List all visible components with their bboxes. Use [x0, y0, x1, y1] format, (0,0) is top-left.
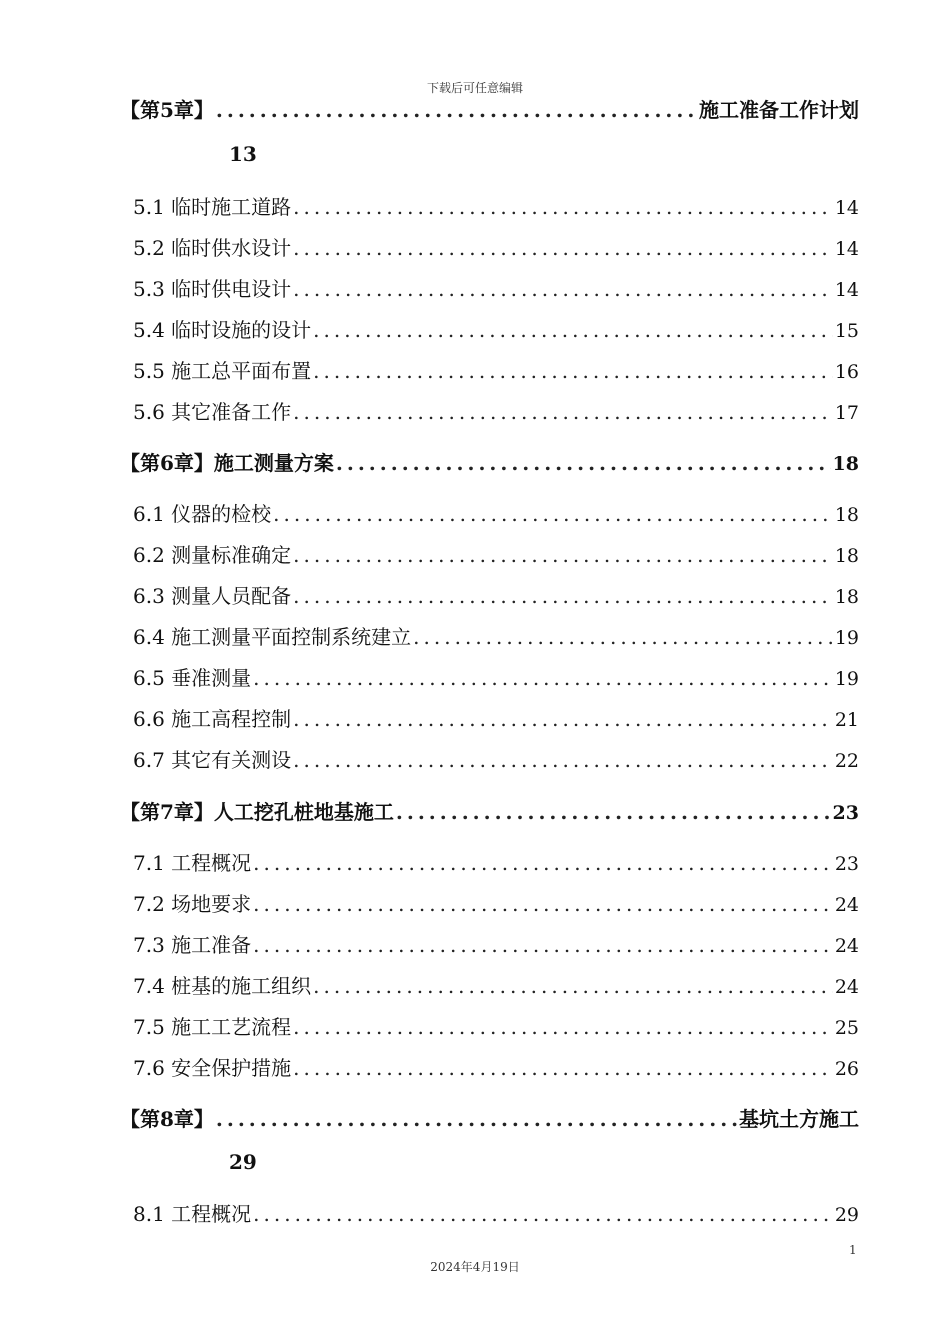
toc-item[interactable] [133, 194, 859, 221]
toc-page-number: 15 [834, 320, 859, 342]
toc-label: 6.5 垂准测量 [133, 666, 252, 690]
toc-item[interactable] [133, 624, 859, 651]
toc-label: 5.2 临时供水设计 [133, 236, 292, 260]
toc-title: 基坑土方施工 [739, 1107, 859, 1131]
toc-page-number: 14 [834, 279, 859, 301]
toc-item[interactable] [133, 1201, 859, 1228]
toc-page-number: 18 [834, 545, 859, 567]
toc-label: 7.3 施工准备 [133, 933, 252, 957]
leader-dots [253, 850, 833, 876]
toc-label: 5.5 施工总平面布置 [133, 359, 312, 383]
leader-dots [313, 973, 833, 999]
toc-page-number: 25 [834, 1017, 859, 1039]
toc-label: 6.7 其它有关测设 [133, 748, 292, 772]
toc-label: 7.1 工程概况 [133, 851, 252, 875]
toc-label: 【第5章】 [120, 98, 214, 122]
toc-page-number: 24 [834, 976, 859, 998]
toc-page-number: 24 [834, 935, 859, 957]
toc-item[interactable] [133, 358, 859, 385]
toc-page-number: 14 [834, 238, 859, 260]
leader-dots [293, 276, 833, 302]
toc-page-number: 21 [834, 709, 859, 731]
leader-dots [313, 317, 833, 343]
leader-dots [293, 399, 833, 425]
toc-item[interactable] [133, 850, 859, 877]
toc-page-number: 26 [834, 1058, 859, 1080]
toc-item[interactable] [133, 973, 859, 1000]
toc-label: 【第6章】施工测量方案 [120, 451, 334, 475]
toc-item[interactable] [133, 1055, 859, 1082]
toc-page-number: 22 [834, 750, 859, 772]
toc-label: 7.6 安全保护措施 [133, 1056, 292, 1080]
toc-page-number: 13 [229, 142, 257, 166]
toc-page-number: 18 [834, 504, 859, 526]
leader-dots [336, 450, 831, 476]
leader-dots [293, 1055, 833, 1081]
toc-page-number: 29 [834, 1204, 859, 1226]
leader-dots [273, 501, 833, 527]
toc-label: 【第8章】 [120, 1107, 214, 1131]
toc-page-number: 16 [834, 361, 859, 383]
toc-page-number: 17 [834, 402, 859, 424]
toc-item[interactable] [133, 542, 859, 569]
toc-item[interactable] [133, 501, 859, 528]
toc-page-number: 24 [834, 894, 859, 916]
toc-page-number: 23 [834, 853, 859, 875]
leader-dots [216, 1106, 737, 1132]
leader-dots [253, 665, 833, 691]
toc-page-number: 19 [834, 627, 859, 649]
leader-dots [293, 1014, 833, 1040]
toc-label: 8.1 工程概况 [133, 1202, 252, 1226]
toc-label: 5.3 临时供电设计 [133, 277, 292, 301]
leader-dots [293, 235, 833, 261]
leader-dots [396, 799, 831, 825]
toc-item[interactable] [133, 706, 859, 733]
leader-dots [293, 747, 833, 773]
toc-item[interactable] [133, 665, 859, 692]
toc-page-number: 19 [834, 668, 859, 690]
toc-chapter-7[interactable] [120, 799, 859, 826]
toc-item[interactable] [133, 747, 859, 774]
leader-dots [253, 1201, 833, 1227]
toc-label: 5.6 其它准备工作 [133, 400, 292, 424]
toc-page-number: 14 [834, 197, 859, 219]
toc-item[interactable] [133, 932, 859, 959]
leader-dots [253, 932, 833, 958]
toc-item[interactable] [133, 1014, 859, 1041]
toc-page-number: 18 [834, 586, 859, 608]
toc-page-number: 23 [832, 802, 859, 824]
leader-dots [293, 194, 833, 220]
toc-label: 7.5 施工工艺流程 [133, 1015, 292, 1039]
toc-item[interactable] [133, 399, 859, 426]
toc-label: 7.4 桩基的施工组织 [133, 974, 312, 998]
toc-chapter-5[interactable] [120, 97, 859, 123]
toc-label: 6.3 测量人员配备 [133, 584, 292, 608]
toc-label: 6.4 施工测量平面控制系统建立 [133, 625, 412, 649]
toc-title: 施工准备工作计划 [699, 98, 859, 122]
page-number: 1 [849, 1243, 857, 1257]
toc-item[interactable] [133, 583, 859, 610]
footer-date: 2024年4月19日 [430, 1260, 520, 1274]
leader-dots [293, 542, 833, 568]
leader-dots [216, 97, 697, 123]
toc-label: 7.2 场地要求 [133, 892, 252, 916]
toc-item[interactable] [133, 317, 859, 344]
leader-dots [293, 706, 833, 732]
toc-page-number: 29 [229, 1150, 257, 1174]
toc-item[interactable] [133, 891, 859, 918]
toc-label: 【第7章】人工挖孔桩地基施工 [120, 800, 394, 824]
leader-dots [253, 891, 833, 917]
toc-label: 5.1 临时施工道路 [133, 195, 292, 219]
toc-label: 6.2 测量标准确定 [133, 543, 292, 567]
leader-dots [293, 583, 833, 609]
page-header: 下载后可任意编辑 [426, 81, 523, 95]
toc-label: 5.4 临时设施的设计 [133, 318, 312, 342]
leader-dots [413, 624, 833, 650]
toc-chapter-8[interactable] [120, 1106, 859, 1132]
toc-item[interactable] [133, 276, 859, 303]
toc-chapter-6[interactable] [120, 450, 859, 477]
toc-label: 6.6 施工高程控制 [133, 707, 292, 731]
toc-page-number: 18 [832, 453, 859, 475]
toc-item[interactable] [133, 235, 859, 262]
leader-dots [313, 358, 833, 384]
toc-label: 6.1 仪器的检校 [133, 502, 272, 526]
